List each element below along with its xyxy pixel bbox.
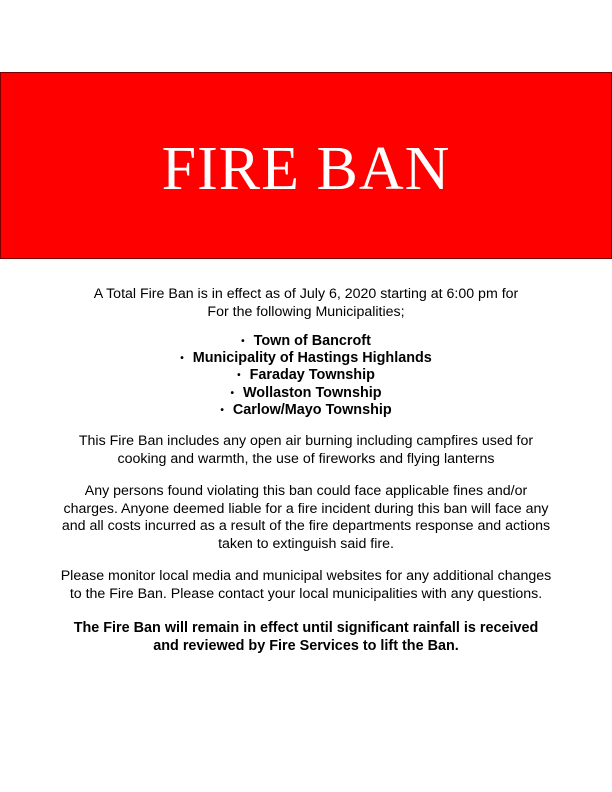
includes-paragraph: This Fire Ban includes any open air burning including campfires used for cooking and warmth, the use of fireworks and flying lanterns [78,433,534,467]
municipality-list [60,333,552,419]
bullet-icon: • [180,353,184,365]
banner-title: FIRE BAN [161,134,451,203]
list-item [60,350,552,367]
bullet-icon: • [241,336,245,347]
list-item [60,333,552,350]
violations-paragraph: Any persons found violating this ban could face applicable fines and/or charges. Anyone deemed liable for a fire incident during this ban will face any and all costs incurred as a result of the fire departments response and actions taken to extinguish said fire. [61,483,551,552]
remain-paragraph: The Fire Ban will remain in effect until significant rainfall is received and reviewed by Fire Services to lift the Ban. [73,620,539,654]
municipality-name: Town of Bancroft [253,333,371,349]
bullet-icon: • [237,370,241,382]
fire-ban-banner [0,72,612,259]
municipality-name: Wollaston Township [242,384,382,401]
intro-line-1: A Total Fire Ban is in effect as of July 6, 2020 starting at 6:00 pm for [93,286,519,302]
municipality-name: Carlow/Mayo Township [232,401,392,418]
bullet-icon: • [220,404,224,416]
intro-text [60,286,552,321]
municipality-name: Faraday Township [249,367,375,384]
municipality-name: Municipality of Hastings Highlands [192,350,432,367]
bullet-icon: • [230,387,234,399]
list-item [60,402,552,419]
intro-line-2: For the following Municipalities; [207,303,405,320]
list-item [60,367,552,384]
monitor-paragraph: Please monitor local media and municipal websites for any additional changes to the Fire Ban. Please contact your local municipalities with any questions. [60,568,552,602]
list-item [60,385,552,402]
notice-body [60,286,552,670]
